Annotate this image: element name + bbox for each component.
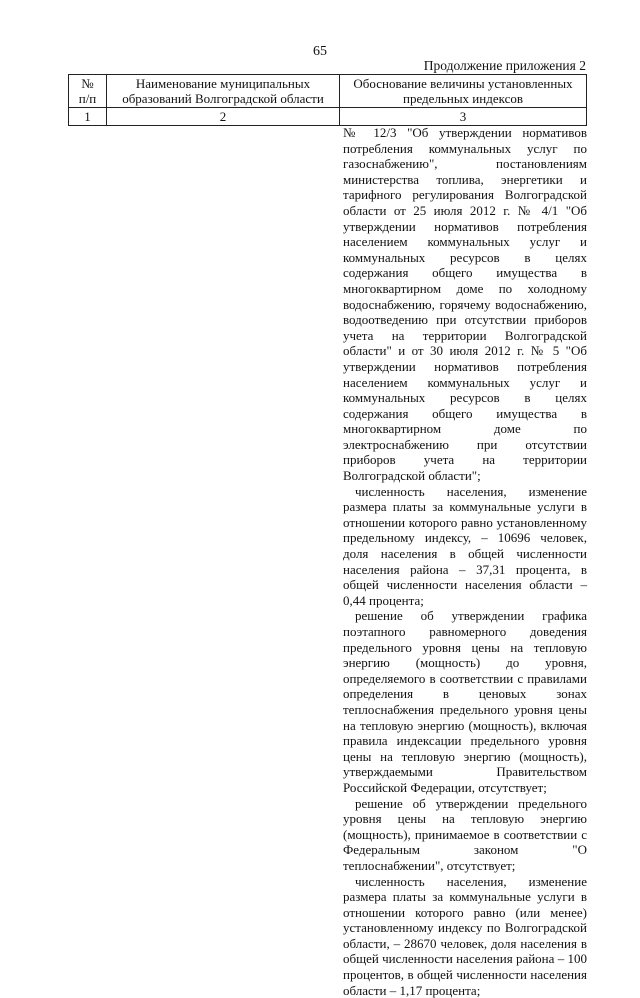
header-col-justification-line1: Обоснование величины установленных (342, 76, 584, 91)
paragraph-heat-price-schedule: решение об утверждении графика поэтапного равномерного доведения предельного уровня цены на тепловую энергию (мощность) до уровня, определяемого в соответствии с правилами определения в ценовых зонах теплоснабжения предельного уровня цены на тепловую энергию (мощность), включая правила индексации предельного уровня цены на тепловую энергию (мощность), утверждаемыми Правительством Российской Федерации, отсутствует; (343, 608, 587, 795)
column-number-2: 2 (107, 108, 340, 126)
justification-text (343, 125, 587, 998)
appendix-continuation-note: Продолжение приложения 2 (424, 58, 586, 74)
header-col-number-line2: п/п (71, 91, 104, 106)
table-header (68, 74, 587, 126)
header-col-municipality (107, 75, 340, 108)
paragraph-population-index: численность населения, изменение размера платы за коммунальные услуги в отношении которого равно установленному предельному индексу, – 10696 человек, доля населения в общей численности населения района – 37,31 процента, в общей численности населения области – 0,44 процента; (343, 484, 587, 609)
header-col-number (69, 75, 107, 108)
header-col-municipality-line1: Наименование муниципальных (109, 76, 337, 91)
header-col-justification (340, 75, 587, 108)
column-number-3: 3 (340, 108, 587, 126)
header-col-municipality-line2: образований Волгоградской области (109, 91, 337, 106)
column-number-row (69, 108, 587, 126)
column-number-1: 1 (69, 108, 107, 126)
header-col-justification-line2: предельных индексов (342, 91, 584, 106)
header-col-number-line1: № (71, 76, 104, 91)
paragraph-population-regional-index: численность населения, изменение размера платы за коммунальные услуги в отношении которого равно (или менее) установленному индексу по Волгоградской области, – 28670 человек, доля населения в общей численности населения района – 100 процентов, в общей численности населения области – 1,17 процента; (343, 874, 587, 998)
paragraph-regulations: № 12/3 "Об утверждении нормативов потребления коммунальных услуг по газоснабжению", постановлениям министерства топлива, энергетики и тарифного регулирования Волгоградской области от 25 июля 2012 г. № 4/1 "Об утверждении нормативов потребления населением коммунальных услуг и коммунальных ресурсов в целях содержания общего имущества в многоквартирном доме по холодному водоснабжению, горячему водоснабжению, водоотведению при отсутствии приборов учета на территории Волгоградской области" и от 30 июля 2012 г. № 5 "Об утверждении нормативов потребления населением коммунальных услуг и коммунальных ресурсов в целях содержания общего имущества в многоквартирном доме по электроснабжению при отсутствии приборов учета на территории Волгоградской области"; (343, 125, 587, 484)
paragraph-heat-price-limit: решение об утверждении предельного уровня цены на тепловую энергию (мощность), принимаемое в соответствии с Федеральным законом "О теплоснабжении", отсутствует; (343, 796, 587, 874)
header-row (69, 75, 587, 108)
page-number: 65 (0, 44, 640, 60)
